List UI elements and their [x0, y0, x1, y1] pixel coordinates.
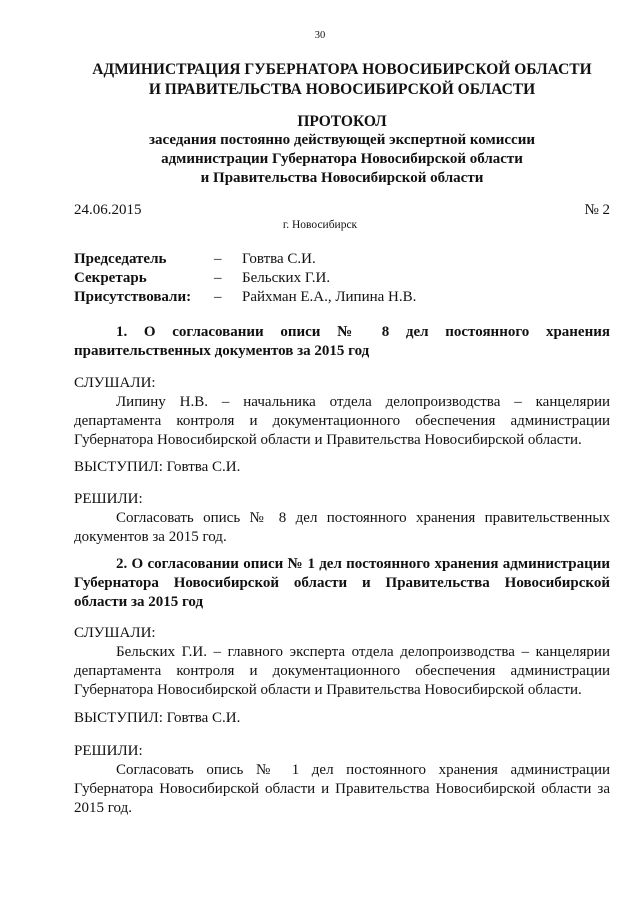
attendee-names: Бельских Г.И. — [242, 270, 331, 286]
page-number: 30 — [314, 30, 326, 41]
organization-line-2: И ПРАВИТЕЛЬСТВА НОВОСИБИРСКОЙ ОБЛАСТИ — [148, 81, 536, 98]
decided-label: РЕШИЛИ: — [74, 491, 143, 507]
subtitle-line-3: и Правительства Новосибирской области — [200, 170, 484, 186]
subtitle-line-1: заседания постоянно действующей экспертной комиссии — [149, 132, 535, 148]
protocol-city: г. Новосибирск — [282, 219, 358, 231]
attendee-dash: – — [214, 289, 222, 305]
protocol-subtitle — [74, 131, 610, 188]
heard-text: Бельских Г.И. – главного эксперта отдела делопроизводства – канцелярии департамента контроля и документационного обеспечения администрации Губернатора Новосибирской области и Правительства Новосибирской области. — [74, 644, 610, 698]
attendee-role: Председатель — [74, 251, 167, 267]
protocol-title: ПРОТОКОЛ — [297, 113, 387, 130]
attendee-names: Говтва С.И. — [242, 251, 316, 267]
protocol-date: 24.06.2015 — [74, 202, 142, 218]
agenda-item-heading: 2. О согласовании описи № 1 дел постоянного хранения администрации Губернатора Новосибирской области и Правительства Новосибирской области за 2015 год — [74, 556, 610, 610]
heard-label: СЛУШАЛИ: — [74, 625, 156, 641]
heard-label: СЛУШАЛИ: — [74, 375, 156, 391]
attendee-dash: – — [214, 251, 222, 267]
attendee-role: Секретарь — [74, 270, 147, 286]
attendee-dash: – — [214, 270, 222, 286]
subtitle-line-2: администрации Губернатора Новосибирской области — [161, 151, 523, 167]
decided-text: Согласовать опись № 8 дел постоянного хранения правительственных документов за 2015 год. — [74, 510, 610, 545]
attendee-role: Присутствовали: — [74, 289, 192, 305]
protocol-number: № 2 — [584, 202, 610, 218]
organization-line-1: АДМИНИСТРАЦИЯ ГУБЕРНАТОРА НОВОСИБИРСКОЙ ОБЛАСТИ — [92, 61, 592, 78]
heard-text: Липину Н.В. – начальника отдела делопроизводства – канцелярии департамента контроля и документационного обеспечения администрации Губернатора Новосибирской области и Правительства Новосибирской области. — [74, 394, 610, 448]
agenda-item-heading: 1. О согласовании описи № 8 дел постоянного хранения правительственных документов за 2015 год — [74, 324, 610, 359]
spoke-line: ВЫСТУПИЛ: Говтва С.И. — [74, 710, 241, 726]
decided-text: Согласовать опись № 1 дел постоянного хранения администрации Губернатора Новосибирской области и Правительства Новосибирской области за 2015 год. — [74, 762, 610, 816]
attendee-names: Райхман Е.А., Липина Н.В. — [242, 289, 417, 305]
organization-header — [74, 60, 610, 100]
spoke-line: ВЫСТУПИЛ: Говтва С.И. — [74, 459, 241, 475]
decided-label: РЕШИЛИ: — [74, 743, 143, 759]
